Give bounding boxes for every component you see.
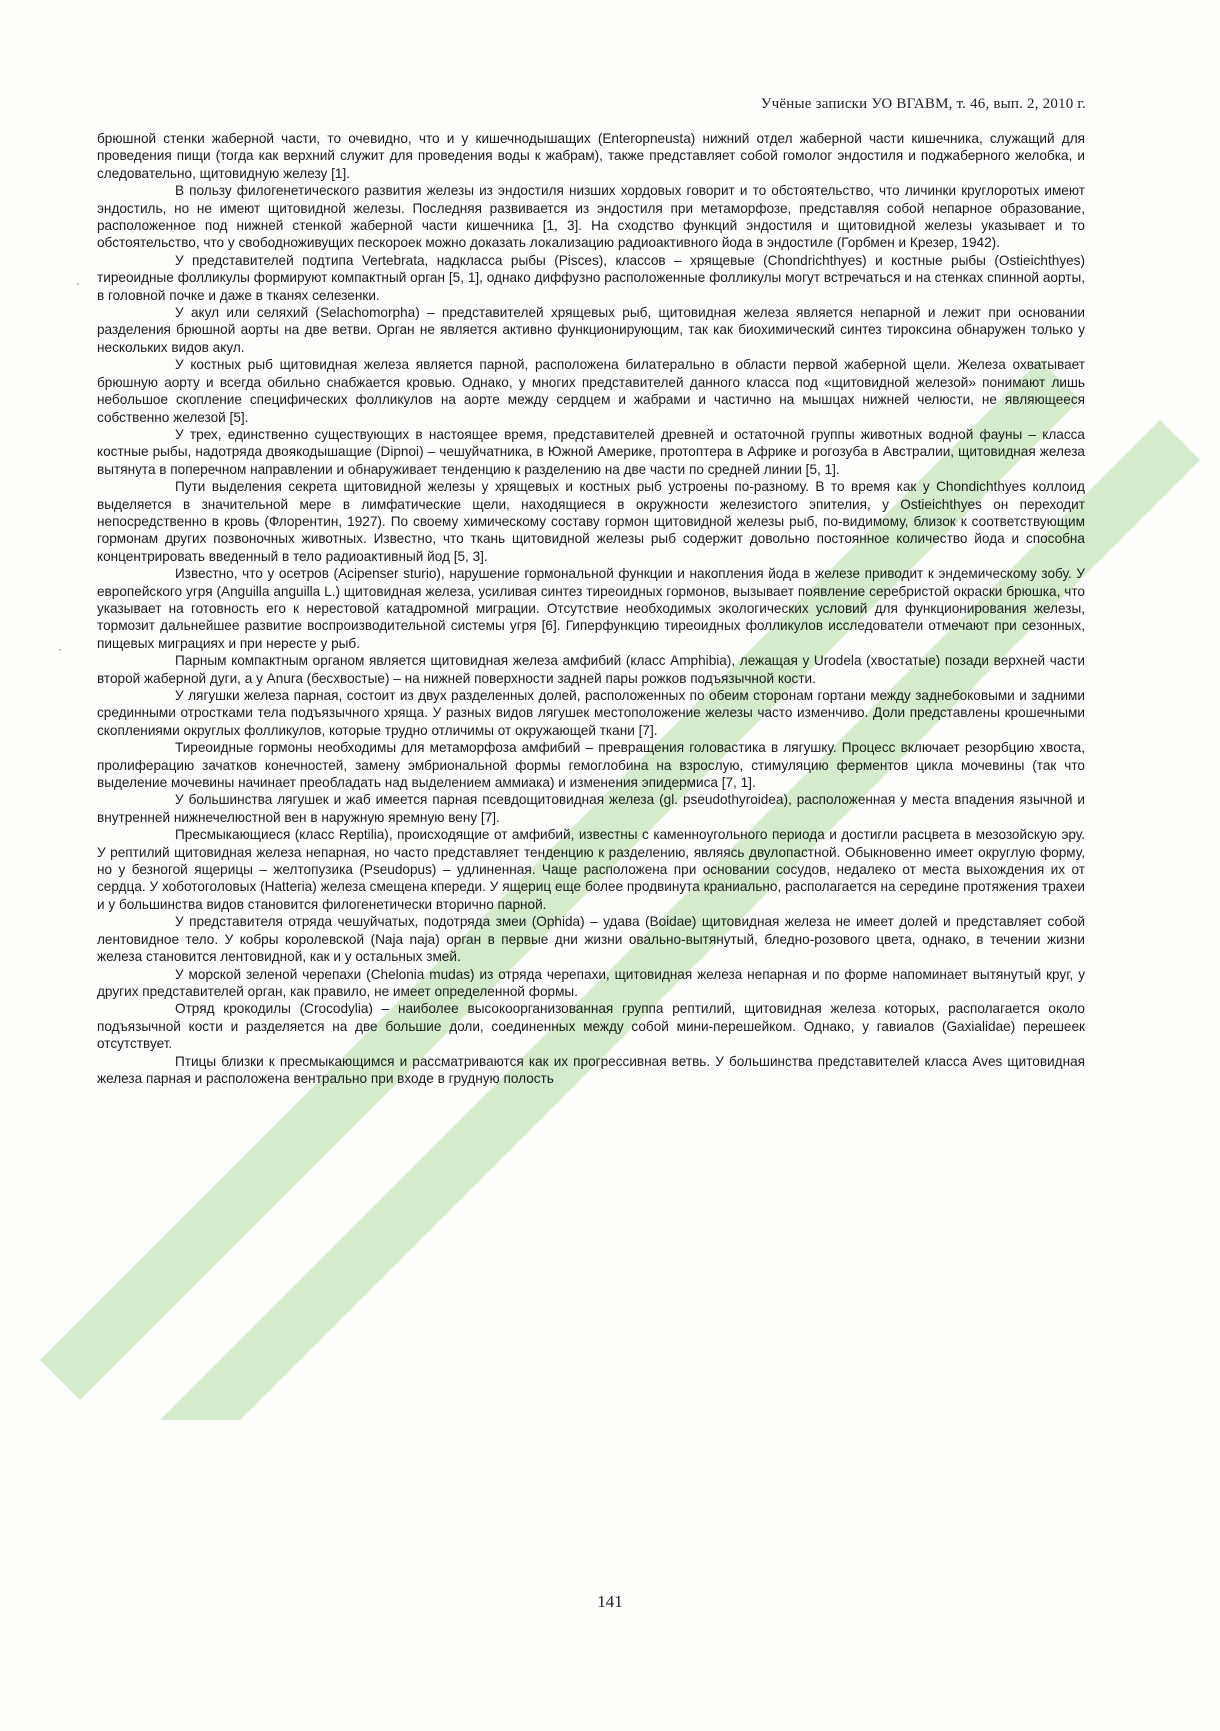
paragraph: У представителя отряда чешуйчатых, подотряда змеи (Ophida) – удава (Boidae) щитовидная железа не имеет долей и представляет собой лентовидное тело. У кобры королевской (Naja naja) орган в первые дни жизни овально-вытянутый, бледно-розового цвета, однако, в течении жизни железа становится лентовидной, как и у остальных змей. [97, 914, 1085, 965]
paragraph: В пользу филогенетического развития железы из эндостиля низших хордовых говорит и то обстоятельство, что личинки круглоротых имеют эндостиль, но не имеют щитовидной железы. Последняя развивается из эндостиля при метаморфозе, представляя собой непарное образование, расположенное под нижней стенкой жаберной части кишечника [1, 3]. На сходство функций эндостиля и щитовидной железы указывает и то обстоятельство, что у свободноживущих пескороек можно доказать локализацию радиоактивного йода в эндостиле (Горбмен и Крезер, 1942). [97, 183, 1085, 251]
paragraph: Отряд крокодилы (Crocodylia) – наиболее высокоорганизованная группа рептилий, щитовидная железа которых, располагается около подъязычной кости и разделяется на две большие доли, соединенных между собой мини-перешейком. Однако, у гавиалов (Gaxialidae) перешеек отсутствует. [97, 1001, 1085, 1052]
paragraph: У акул или селяхий (Selachomorpha) – представителей хрящевых рыб, щитовидная железа является непарной и лежит при основании разделения брюшной аорты на две ветви. Орган не является активно функционирующим, так как биохимический синтез тироксина обнаружен только у нескольких видов акул. [97, 305, 1085, 355]
paragraph: Парным компактным органом является щитовидная железа амфибий (класс Amphibia), лежащая у Urodela (хвостатые) позади верхней части второй жаберной дуги, а у Anura (бесхвостые) – на нижней поверхности задней пары рожков подъязычной кости. [97, 653, 1085, 686]
paragraph: У костных рыб щитовидная железа является парной, расположена билатерально в области первой жаберной щели. Железа охватывает брюшную аорту и всегда обильно снабжается кровью. Однако, у многих представителей данного класса под «щитовидной железой» понимают лишь небольшое скопление специфических фолликулов на аорте между сердцем и жабрами и частично на мышцах нижней челюсти, не являющееся собственно железой [5]. [97, 357, 1085, 425]
paragraph: Пути выделения секрета щитовидной железы у хрящевых и костных рыб устроены по-разному. В то время как у Chondichthyes коллоид выделяется в значительной мере в лимфатические щели, находящиеся в окружности железистого эпителия, у Ostieichthyes он переходит непосредственно в кровь (Флорентин, 1927). По своему химическому составу гормон щитовидной железы рыб, по-видимому, близок к соответствующим гормонам других позвоночных животных. Известно, что ткань щитовидной железы рыб содержит довольно постоянное количество йода и способна концентрировать введенный в тело радиоактивный йод [5, 3]. [97, 479, 1085, 564]
journal-running-header: Учёные записки УО ВГАВМ, т. 46, вып. 2, 2010 г. [760, 96, 1086, 112]
paragraph: Известно, что у осетров (Acipenser sturio), нарушение гормональной функции и накопления йода в железе приводит к эндемическому зобу. У европейского угря (Anguilla anguilla L.) щитовидная железа, усиливая синтез тиреоидных гормонов, вызывает появление серебристой окраски брюшка, что указывает на готовность его к нерестовой катадромной миграции. Отсутствие необходимых экологических условий для функционирования железы, тормозит дальнейшее развитие воспроизводительной системы угря [6]. Гиперфункцию тиреоидных фолликулов исследователи отмечают при сезонных, пищевых миграциях и при нересте у рыб. [97, 566, 1085, 651]
scan-margin-mark: · [76, 276, 80, 290]
article-body [97, 130, 1085, 1087]
paragraph: брюшной стенки жаберной части, то очевидно, что и у кишечнодышащих (Enteropneusta) нижний отдел жаберной части кишечника, служащий для проведения пищи (тогда как верхний служит для проведения воды к жабрам), также представляет собой гомолог эндостиля и поджаберного желобка, и следовательно, щитовидную железу [1]. [97, 131, 1085, 181]
page-number: 141 [597, 1592, 623, 1611]
paragraph: Пресмыкающиеся (класс Reptilia), происходящие от амфибий, известны с каменноугольного периода и достигли расцвета в мезозойскую эру. У рептилий щитовидная железа непарная, но часто представляет тенденцию к разделению, являясь двулопастной. Обыкновенно имеет округлую форму, но у безногой ящерицы – желтопузика (Pseudopus) – удлиненная. Чаще расположена при основании сосудов, недалеко от места выхождения их от сердца. У хоботоголовых (Hatteria) железа смещена кпереди. У ящериц еще более продвинута краниально, располагается на середине протяжения трахеи и у большинства видов становится филогенетически вторично парной. [97, 827, 1085, 912]
paragraph: У большинства лягушек и жаб имеется парная псевдощитовидная железа (gl. pseudothyroidea), расположенная у места впадения язычной и внутренней нижнечелюстной вен в наружную яремную вену [7]. [97, 792, 1085, 825]
scan-margin-mark: · [58, 642, 62, 656]
paragraph: У представителей подтипа Vertebrata, надкласса рыбы (Pisces), классов – хрящевые (Chondrichthyes) и костные рыбы (Ostieichthyes) тиреоидные фолликулы формируют компактный орган [5, 1], однако диффузно расположенные фолликулы могут встречаться и на стенках спинной аорты, в головной почке и даже в тканях селезенки. [97, 252, 1085, 303]
paragraph: Тиреоидные гормоны необходимы для метаморфоза амфибий – превращения головастика в лягушку. Процесс включает резорбцию хвоста, пролиферацию зачатков конечностей, замену эмбриональной формы гемоглобина на взрослую, стимуляцию ферментов цикла мочевины (так что выделение мочевины начинает преобладать над выделением аммиака) и изменения эпидермиса [7, 1]. [97, 740, 1085, 791]
paragraph: У морской зеленой черепахи (Chelonia mudas) из отряда черепахи, щитовидная железа непарная и по форме напоминает вытянутый круг, у других представителей орган, как правило, не имеет определенной формы. [97, 966, 1085, 999]
paragraph: Птицы близки к пресмыкающимся и рассматриваются как их прогрессивная ветвь. У большинства представителей класса Aves щитовидная железа парная и расположена вентрально при входе в грудную полость [97, 1053, 1085, 1086]
paragraph: У трех, единственно существующих в настоящее время, представителей древней и остаточной группы животных водной фауны – класса костные рыбы, надотряда двоякодышащие (Dipnoi) – чешуйчатника, в Южной Америке, протоптера в Африке и рогозуба в Австралии, щитовидная железа вытянута в поперечном направлении и обнаруживает тенденцию к разделению на две части по средней линии [5, 1]. [97, 426, 1085, 477]
paragraph: У лягушки железа парная, состоит из двух разделенных долей, расположенных по обеим сторонам гортани между заднебоковыми и задними срединными отростками тела подъязычного хряща. У разных видов лягушек местоположение железы часто изменчиво. Доли представлены крошечными скоплениями округлых фолликулов, которые трудно отличимы от окружающей ткани [7]. [97, 688, 1085, 738]
